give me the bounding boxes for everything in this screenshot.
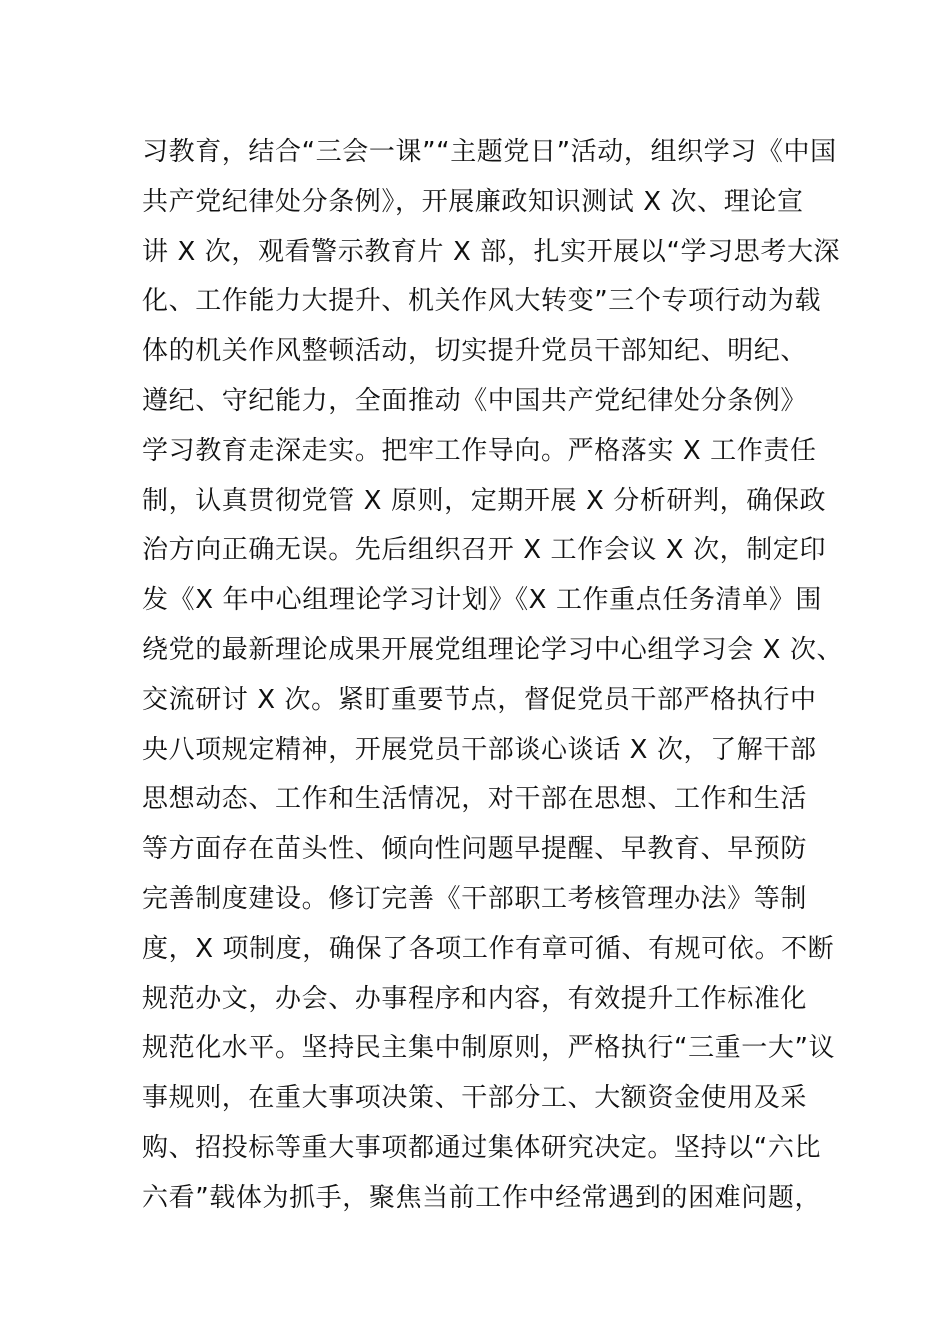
text-line: 体的机关作风整顿活动，切实提升党员干部知纪、明纪、 xyxy=(142,336,808,367)
text-line: 遵纪、守纪能力，全面推动《中国共产党纪律处分条例》 xyxy=(142,385,808,416)
text-line: 六看”载体为抓手，聚焦当前工作中经常遇到的困难问题， xyxy=(142,1182,822,1213)
text-line: 规范办文，办会、办事程序和内容，有效提升工作标准化 xyxy=(142,983,808,1014)
text-line: 事规则，在重大事项决策、干部分工、大额资金使用及采 xyxy=(142,1083,808,1114)
text-line: 讲 X 次，观看警示教育片 X 部，扎实开展以“学习思考大深 xyxy=(142,236,841,267)
text-line: 制，认真贯彻党管 X 原则，定期开展 X 分析研判，确保政 xyxy=(142,485,827,516)
body-text xyxy=(142,128,842,1224)
text-line: 习教育，结合“三会一课”“主题党日”活动，组织学习《中国 xyxy=(142,137,837,167)
text-line: 化、工作能力大提升、机关作风大转变”三个专项行动为载 xyxy=(142,286,822,317)
text-line: 治方向正确无误。先后组织召开 X 工作会议 X 次，制定印 xyxy=(142,535,827,566)
text-line: 发《X 年中心组理论学习计划》《X 工作重点任务清单》围 xyxy=(142,585,822,616)
text-line: 度，X 项制度，确保了各项工作有章可循、有规可依。不断 xyxy=(142,933,835,964)
text-line: 思想动态、工作和生活情况，对干部在思想、工作和生活 xyxy=(142,784,808,815)
text-line: 等方面存在苗头性、倾向性问题早提醒、早教育、早预防 xyxy=(142,834,808,865)
text-line: 央八项规定精神，开展党员干部谈心谈话 X 次，了解干部 xyxy=(142,734,817,765)
text-line: 完善制度建设。修订完善《干部职工考核管理办法》等制 xyxy=(142,883,808,914)
text-line: 交流研讨 X 次。紧盯重要节点，督促党员干部严格执行中 xyxy=(142,684,817,715)
text-line: 绕党的最新理论成果开展党组理论学习中心组学习会 X 次、 xyxy=(142,634,844,665)
text-line: 规范化水平。坚持民主集中制原则，严格执行“三重一大”议 xyxy=(142,1033,836,1064)
text-line: 购、招投标等重大事项都通过集体研究决定。坚持以“六比 xyxy=(142,1132,822,1163)
text-line: 共产党纪律处分条例》，开展廉政知识测试 X 次、理论宣 xyxy=(142,186,804,217)
text-line: 学习教育走深走实。把牢工作导向。严格落实 X 工作责任 xyxy=(142,435,817,466)
